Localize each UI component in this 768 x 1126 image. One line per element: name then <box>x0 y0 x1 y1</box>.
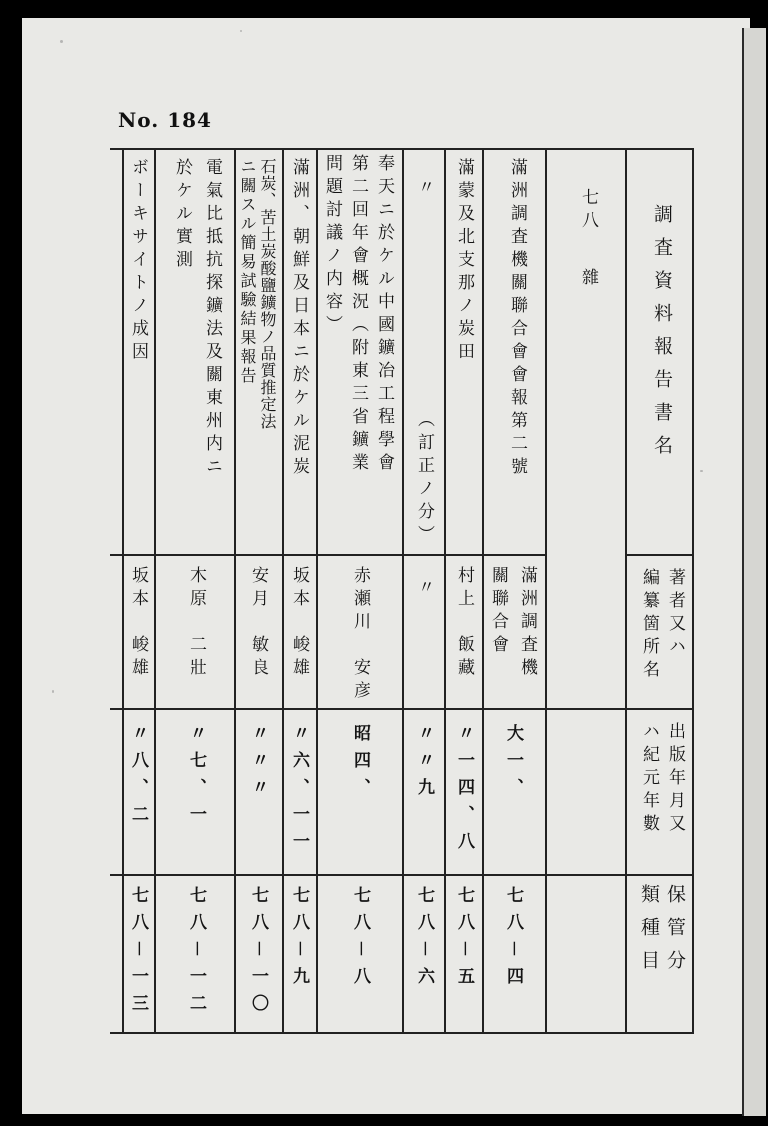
row-6-title-line2: ニ關スル簡易試驗結果報告 <box>238 158 257 386</box>
col-rule <box>316 148 318 1034</box>
header-class-line1: 保管分 <box>664 884 686 983</box>
col-rule <box>482 148 484 1034</box>
col-rule <box>402 148 404 1034</box>
col-rule <box>122 148 124 1034</box>
row-8-class: 七八－一三 <box>128 886 148 1021</box>
row-2-date: 〃一四、八 <box>454 724 474 859</box>
row-3-author: 〃 <box>414 578 434 601</box>
row-7-date: 〃七、一 <box>186 724 206 832</box>
title-row-rule <box>110 554 545 556</box>
header-class-line2: 類種目 <box>638 884 660 983</box>
col-rule <box>444 148 446 1034</box>
row-1-author-line2: 關聯合會 <box>488 566 508 658</box>
row-1-class: 七八－四 <box>503 886 523 994</box>
row-3-title-note: （訂正ノ分） <box>414 410 434 548</box>
row-1-author-line1: 滿洲調査機 <box>517 566 537 681</box>
row-7-title-line1: 電氣比抵抗探鑛法及關東州内ニ <box>202 158 222 480</box>
row-7-title-line2: 於ケル實測 <box>172 158 192 273</box>
speck <box>52 690 54 693</box>
section-number: 七八 <box>578 188 598 234</box>
section-header-rule <box>625 148 627 1034</box>
row-6-date: 〃〃〃 <box>248 724 268 805</box>
speck <box>60 40 63 43</box>
speck <box>240 30 242 32</box>
row-5-class: 七八－九 <box>289 886 309 994</box>
row-4-title-line1: 奉天ニ於ケル中國鑛冶工程學會 <box>374 154 394 476</box>
row-4-class: 七八－八 <box>350 886 370 994</box>
row-4-date: 昭四、 <box>350 724 370 805</box>
col-rule <box>545 148 547 1034</box>
row-4-title-line3: 問題討議ノ内容） <box>322 154 342 338</box>
row-6-author: 安月 敏良 <box>248 566 268 681</box>
row-2-title: 滿蒙及北支那ノ炭田 <box>454 158 474 365</box>
header-date-line1: 出版年月又 <box>665 722 685 837</box>
row-3-title-ditto: 〃 <box>414 178 434 201</box>
row-8-author: 坂本 峻雄 <box>128 566 148 681</box>
row-5-title: 滿洲、朝鮮及日本ニ於ケル泥炭 <box>289 158 309 480</box>
row-8-title: ボーキサイトノ成因 <box>128 158 148 365</box>
row-2-author: 村上 飯藏 <box>454 566 474 681</box>
section-name: 雜 <box>578 268 598 291</box>
col-rule <box>154 148 156 1034</box>
row-1-title: 滿洲調査機關聯合會會報第二號 <box>507 158 527 480</box>
row-6-title-line1: 石炭、苦土炭酸鹽鑛物ノ品質推定法 <box>258 158 277 430</box>
row-2-class: 七八－五 <box>454 886 474 994</box>
row-6-class: 七八－一〇 <box>248 886 268 1021</box>
next-page-edge <box>742 28 766 1116</box>
catalog-table <box>110 148 694 1034</box>
speck <box>700 470 703 472</box>
header-title: 調査資料報告書名 <box>651 204 673 468</box>
row-3-class: 七八－六 <box>414 886 434 994</box>
table-right-rule <box>692 148 694 1034</box>
row-3-date: 〃〃九 <box>414 724 434 805</box>
row-5-author: 坂本 峻雄 <box>289 566 309 681</box>
row-1-date: 大一、 <box>503 724 523 805</box>
row-7-class: 七八－一二 <box>186 886 206 1021</box>
row-5-date: 〃六、一一 <box>289 724 309 859</box>
header-title-rule <box>625 554 694 556</box>
row-4-author: 赤瀬川 安彦 <box>350 566 370 704</box>
row-4-title-line2: 第二回年會概況（附東三省鑛業 <box>348 154 368 476</box>
row-7-author: 木原 二壯 <box>186 566 206 681</box>
header-date-line2: ハ紀元年數 <box>639 722 659 837</box>
page-number: No. 184 <box>118 108 212 132</box>
header-author-line2: 編纂箇所名 <box>639 568 659 683</box>
col-rule <box>282 148 284 1034</box>
header-author-line1: 著者又ハ <box>665 568 685 660</box>
row-8-date: 〃八、二 <box>128 724 148 832</box>
